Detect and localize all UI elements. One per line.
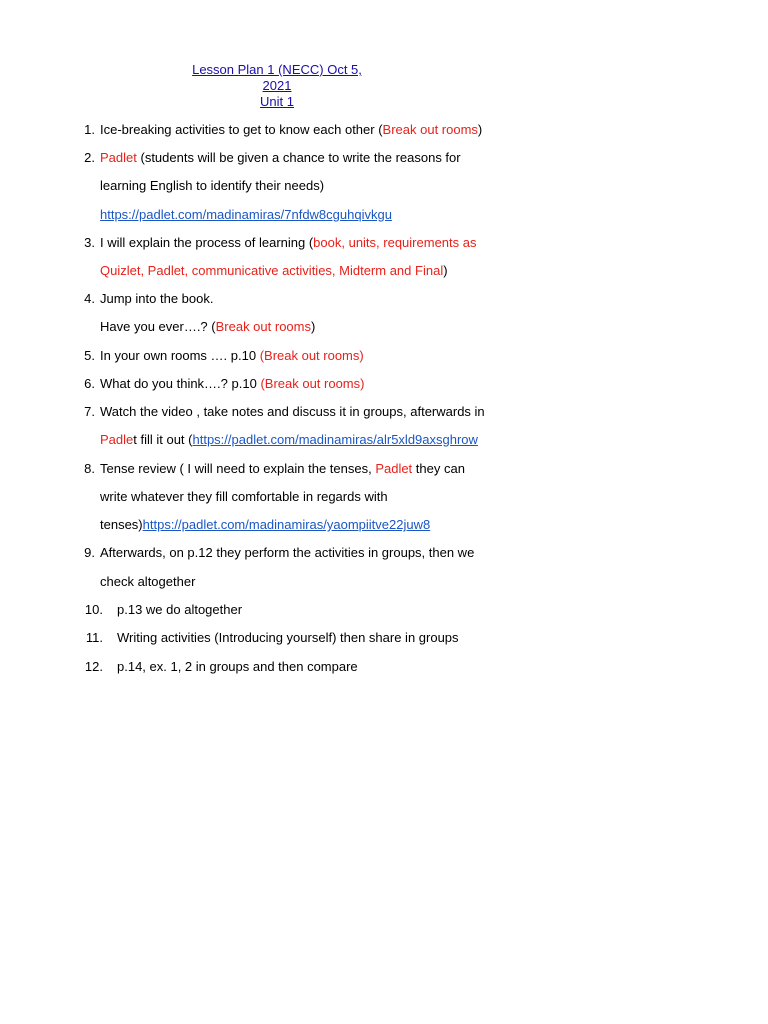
list-item-4: [0, 289, 768, 309]
item-number: 7.: [84, 404, 95, 419]
list-item-2: [0, 148, 768, 168]
padlet-label: Padlet: [375, 461, 413, 476]
item-text: Writing activities (Introducing yourself) then share in groups: [117, 630, 459, 645]
list-item-9: [0, 543, 768, 563]
item-number: 1.: [84, 122, 95, 137]
item-text: In your own rooms …. p.10 (Break out rooms): [100, 348, 364, 363]
list-item-1: [0, 120, 768, 140]
item-text: I will explain the process of learning (book, units, requirements as: [100, 235, 477, 250]
padlet-link[interactable]: https://padlet.com/madinamiras/yaompiitve22juw8: [142, 517, 431, 532]
list-item-7-cont: [0, 430, 768, 450]
item-text: Ice-breaking activities to get to know each other (Break out rooms): [100, 122, 483, 137]
item-text: learning English to identify their needs): [100, 178, 325, 193]
list-item-11: [0, 628, 768, 648]
document-title: [176, 62, 378, 110]
list-item-5: [0, 346, 768, 366]
list-item-8-link: [0, 515, 768, 535]
item-number: 3.: [84, 235, 95, 250]
item-text: What do you think….? p.10 (Break out rooms): [100, 376, 365, 391]
list-item-4-cont: [0, 317, 768, 337]
list-item-3: [0, 233, 768, 253]
breakout-label: Break out rooms: [215, 319, 311, 334]
item-text: Padlet (students will be given a chance to write the reasons for: [100, 150, 461, 165]
list-item-8: [0, 459, 768, 479]
breakout-label: (Break out rooms): [260, 376, 365, 391]
item-text: Watch the video , take notes and discuss it in groups, afterwards in: [100, 404, 485, 419]
list-item-6: [0, 374, 768, 394]
item-text: Tense review ( I will need to explain the tenses, Padlet they can: [100, 461, 465, 476]
item-text: Have you ever….? (Break out rooms): [100, 319, 316, 334]
list-item-8-cont: [0, 487, 768, 507]
item-text: write whatever they fill comfortable in regards with: [100, 489, 388, 504]
item-text: p.14, ex. 1, 2 in groups and then compare: [117, 659, 358, 674]
item-text: check altogether: [100, 574, 196, 589]
item-text: Quizlet, Padlet, communicative activities, Midterm and Final): [100, 263, 448, 278]
list-item-12: [0, 657, 768, 677]
breakout-label: (Break out rooms): [259, 348, 364, 363]
item-text: Afterwards, on p.12 they perform the activities in groups, then we: [100, 545, 475, 560]
item-number: 5.: [84, 348, 95, 363]
item-number: 10.: [84, 602, 103, 617]
padlet-label: Padlet: [100, 150, 137, 165]
subtitle-line: Unit 1: [260, 94, 294, 109]
list-item-7: [0, 402, 768, 422]
item-text: tenses)https://padlet.com/madinamiras/yaompiitve22juw8: [100, 517, 431, 532]
list-item-10: [0, 600, 768, 620]
breakout-label: Break out rooms: [382, 122, 478, 137]
item-text: p.13 we do altogether: [117, 602, 243, 617]
item-number: 4.: [84, 291, 95, 306]
padlet-link[interactable]: https://padlet.com/madinamiras/alr5xld9axsghrow: [192, 432, 478, 447]
padlet-link[interactable]: https://padlet.com/madinamiras/7nfdw8cguhqivkgu: [100, 207, 392, 222]
item-text: Jump into the book.: [100, 291, 214, 306]
title-line: Lesson Plan 1 (NECC) Oct 5, 2021: [192, 62, 362, 93]
list-item-9-cont: [0, 572, 768, 592]
item-number: 11.: [85, 630, 103, 645]
item-text: Padlet fill it out (https://padlet.com/madinamiras/alr5xld9axsghrow: [100, 432, 478, 447]
list-item-2-link: [0, 205, 768, 225]
item-number: 12.: [84, 659, 103, 674]
list-item-2-cont: [0, 176, 768, 196]
item-number: 8.: [84, 461, 95, 476]
item-number: 2.: [84, 150, 95, 165]
padlet-label: Padle: [100, 432, 134, 447]
item-number: 6.: [84, 376, 95, 391]
item-number: 9.: [84, 545, 95, 560]
list-item-3-cont: [0, 261, 768, 281]
